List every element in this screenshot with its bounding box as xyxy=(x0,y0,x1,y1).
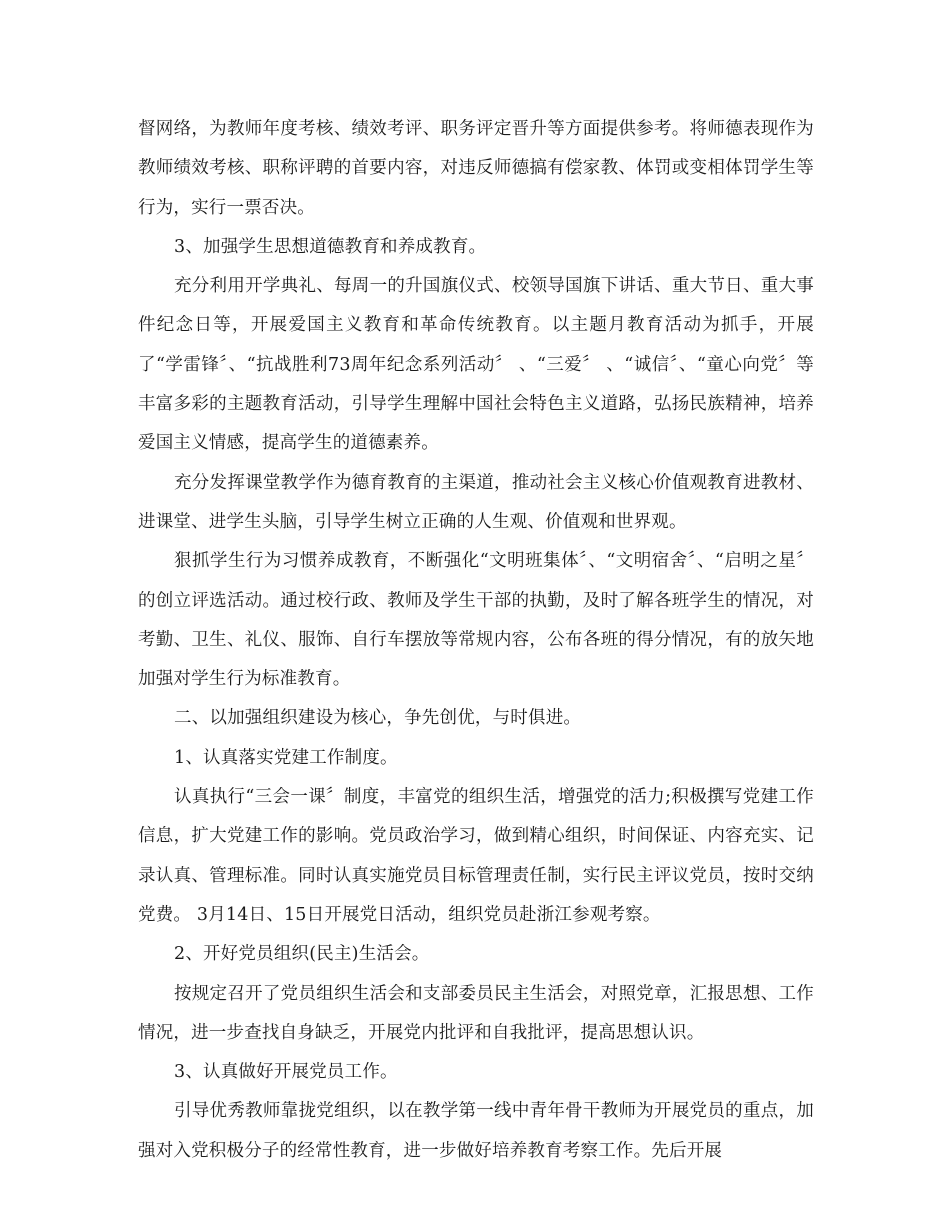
paragraph-5: 狠抓学生行为习惯养成教育，不断强化“文明班集体〞、“文明宿舍〞、“启明之星〞的创立评选活动。通过校行政、教师及学生干部的执勤，及时了解各班学生的情况，对考勤、卫生、礼仪、服饰、自行车摆放等常规内容，公布各班的得分情况，有的放矢地加强对学生行为标准教育。 xyxy=(138,551,814,690)
paragraph-9: 2、开好党员组织(民主)生活会。 xyxy=(174,944,430,965)
paragraph-2: 3、加强学生思想道德教育和养成教育。 xyxy=(174,236,487,257)
paragraph-3: 充分利用开学典礼、每周一的升国旗仪式、校领导国旗下讲话、重大节日、重大事件纪念日等，开展爱国主义教育和革命传统教育。以主题月教育活动为抓手，开展了“学雷锋〞、“抗战胜利73周年纪念系列活动〞 、“三爱〞 、“诚信〞、“童心向党〞等丰富多彩的主题教育活动，引导学生理解中国社会特色主义道路，弘扬民族精神，培养爱国主义情感，提高学生的道德素养。 xyxy=(138,276,814,454)
paragraph-11: 3、认真做好开展党员工作。 xyxy=(174,1062,398,1083)
paragraph-10: 按规定召开了党员组织生活会和支部委员民主生活会，对照党章，汇报思想、工作情况，进一步查找自身缺乏，开展党内批评和自我批评，提高思想认识。 xyxy=(138,983,814,1043)
paragraph-8: 认真执行“三会一课〞制度，丰富党的组织生活，增强党的活力;积极撰写党建工作信息，扩大党建工作的影响。党员政治学习，做到精心组织，时间保证、内容充实、记录认真、管理标准。同时认真实施党员目标管理责任制，实行民主评议党员，按时交纳党费。 3月14日、15日开展党日活动，组织党员赴浙江参观考察。 xyxy=(138,787,814,925)
document-body xyxy=(138,110,814,1171)
paragraph-6: 二、以加强组织建设为核心，争先创优，与时俱进。 xyxy=(174,708,582,729)
paragraph-12: 引导优秀教师靠拢党组织，以在教学第一线中青年骨干教师为开展党员的重点，加强对入党积极分子的经常性教育，进一步做好培养教育考察工作。先后开展 xyxy=(138,1101,814,1161)
paragraph-7: 1、认真落实党建工作制度。 xyxy=(174,747,398,768)
paragraph-1: 督网络，为教师年度考核、绩效考评、职务评定晋升等方面提供参考。将师德表现作为教师绩效考核、职称评聘的首要内容，对违反师德搞有偿家教、体罚或变相体罚学生等行为，实行一票否决。 xyxy=(138,119,814,218)
paragraph-4: 充分发挥课堂教学作为德育教育的主渠道，推动社会主义核心价值观教育进教材、进课堂、进学生头脑，引导学生树立正确的人生观、价值观和世界观。 xyxy=(138,472,814,532)
